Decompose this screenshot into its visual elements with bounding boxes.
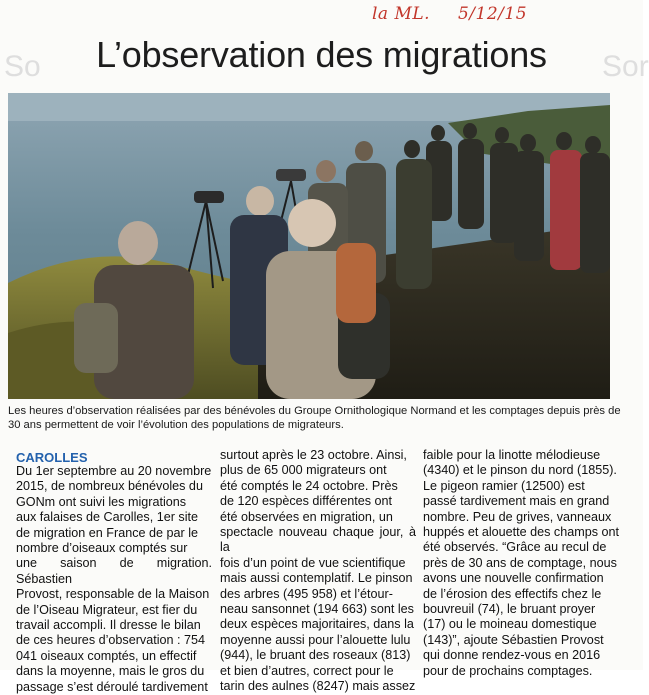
bleed-through-text-right: Sor	[602, 50, 649, 83]
article-line: de l’Oiseau Migrateur, est fier du	[16, 602, 198, 617]
article-line: (143)”, ajoute Sébastien Provost	[423, 632, 604, 647]
article-line: avons une nouvelle confirmation	[423, 571, 604, 586]
article-column-3	[423, 448, 621, 679]
article-line: des arbres (495 958) et l’étour-	[220, 586, 393, 601]
article-line: été observés. “Grâce au recul de	[423, 540, 607, 555]
article-line: de migration en France de par le	[16, 525, 199, 540]
article-line: de 120 espèces différentes ont	[220, 494, 393, 509]
article-paragraph-3	[423, 448, 621, 679]
article-line: surtout après le 23 octobre. Ainsi,	[220, 448, 407, 462]
article-photo	[8, 93, 610, 399]
handwritten-annotation	[372, 4, 527, 24]
article-line: été observées en migration, un	[220, 509, 393, 524]
article-line: deux espèces majoritaires, dans la	[220, 617, 414, 632]
article-line: 041 oiseaux comptés, un effectif	[16, 648, 197, 663]
article-line: de l’érosion des effectifs chez le	[423, 586, 602, 601]
article-line: nombre. Peu de grives, vanneaux	[423, 509, 612, 524]
article-column-1	[16, 448, 212, 695]
article-line: une saison de migration. Sébastien	[16, 556, 212, 586]
article-line: spectacle nouveau chaque jour, à la	[220, 525, 416, 555]
article-line: (17) ou le moineau domestique	[423, 617, 597, 632]
article-column-2	[220, 448, 416, 695]
article-line: GONm ont suivi les migrations	[16, 494, 187, 509]
article-line: travail accompli. Il dresse le bilan	[16, 618, 201, 633]
article-line: plus de 65 000 migrateurs ont	[220, 463, 387, 478]
article-line: aux falaises de Carolles, 1er site	[16, 510, 199, 525]
article-line: faible pour la linotte mélodieuse	[423, 448, 601, 462]
article-line: (944), le bruant des roseaux (813)	[220, 648, 411, 663]
bleed-through-text-left: So	[4, 50, 41, 83]
article-line: pour de prochains comptages.	[423, 663, 593, 678]
article-line: moyenne aussi pour l’alouette lulu	[220, 632, 411, 647]
article-line: fois d’un point de vue scientifique	[220, 555, 406, 570]
article-line: passé tardivement mais en grand	[423, 494, 610, 509]
photo-caption: Les heures d’observation réalisées par des bénévoles du Groupe Ornithologique Normand et les comptages depuis près de 30 ans permettent de voir l’évolution des populations de migrateurs.	[8, 405, 621, 431]
handwritten-date: 5/12/15	[457, 4, 528, 24]
article-line: (4340) et le pinson du nord (1855).	[423, 463, 617, 478]
article-line: Provost, responsable de la Maison	[16, 587, 210, 602]
article-line: huppés et alouette des champs ont	[423, 525, 620, 540]
article-line: mais aussi contemplatif. Le pinson	[220, 571, 413, 586]
article-line: Le pigeon ramier (12500) est	[423, 478, 585, 493]
article-paragraph-2	[220, 448, 416, 695]
article-line: été comptés le 24 octobre. Près	[220, 478, 398, 493]
article-line: près de 30 ans de comptage, nous	[423, 555, 617, 570]
article-line: 2015, de nombreux bénévoles du	[16, 479, 203, 494]
article-line: neau sansonnet (194 663) sont les	[220, 602, 414, 617]
dateline-location: CAROLLES	[16, 450, 88, 465]
article-line: dans la moyenne, mais le gros du	[16, 664, 205, 679]
photo-illustration	[8, 93, 610, 399]
article-line: passage s’est déroulé tardivement	[16, 679, 208, 694]
article-headline: L’observation des migrations	[96, 34, 547, 75]
article-line: de ces heures d’observation : 754	[16, 633, 206, 648]
article-paragraph-1	[16, 448, 212, 695]
article-line: Du 1er septembre au 20 novembre	[16, 464, 212, 478]
article-line: tarin des aulnes (8247) mais assez	[220, 679, 416, 694]
handwritten-source: la ML.	[372, 4, 431, 24]
article-line: qui donne rendez-vous en 2016	[423, 648, 601, 663]
article-line: et bien d’autres, correct pour le	[220, 663, 394, 678]
article-line: nombre d’oiseaux comptés sur	[16, 541, 188, 556]
article-line: bouvreuil (74), le bruant proyer	[423, 602, 596, 617]
